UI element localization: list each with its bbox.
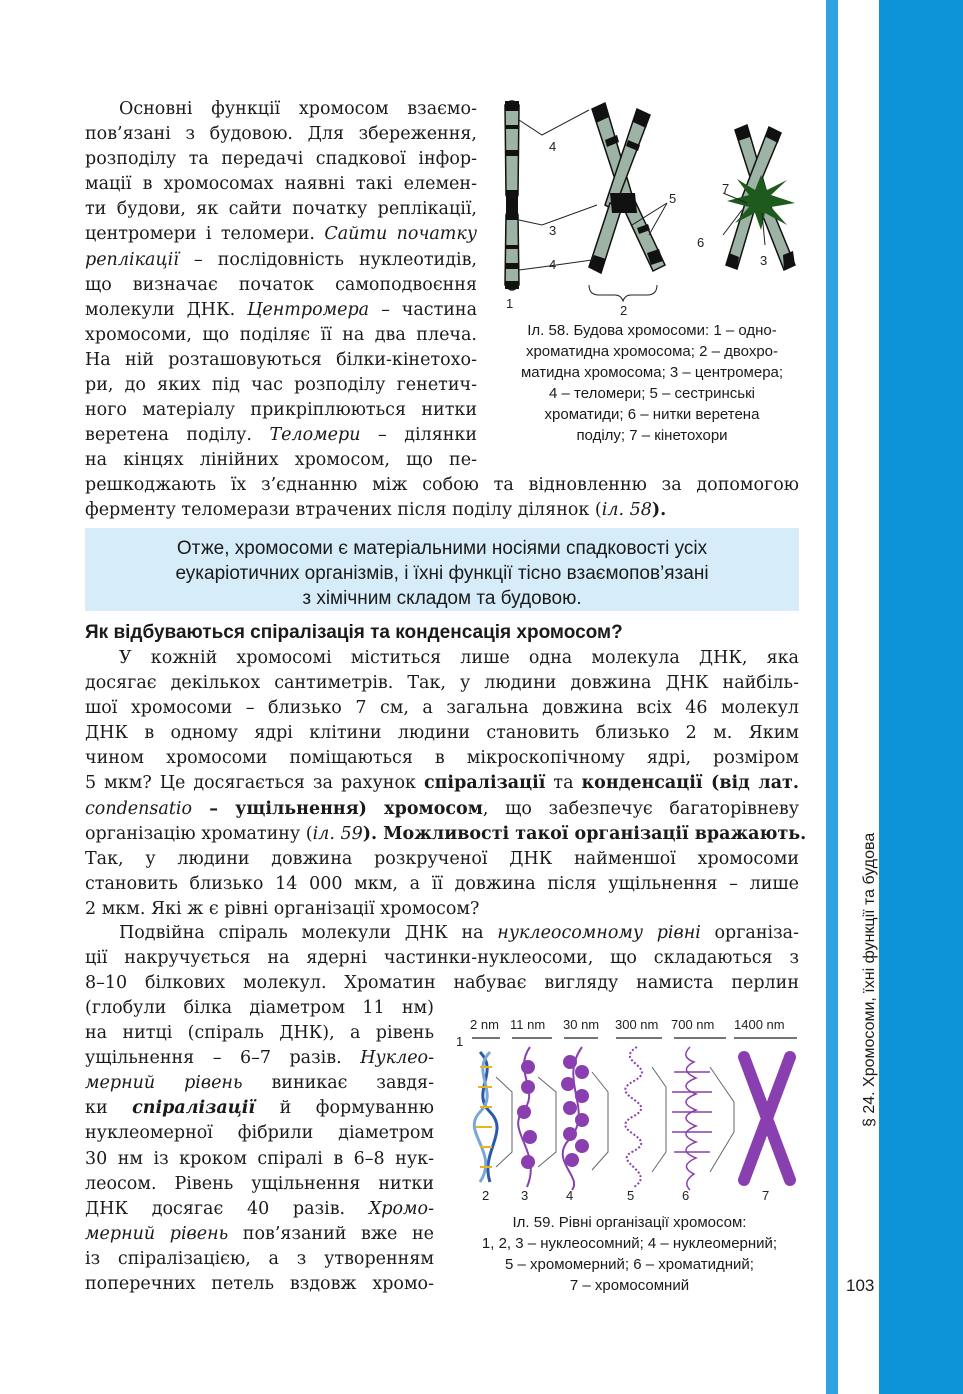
text-run: – ущільнення) bbox=[192, 798, 385, 819]
single-chromatid-chromosome bbox=[505, 101, 519, 290]
figure-reference: іл. 59 bbox=[312, 823, 363, 844]
term-chromosomes: хромосом bbox=[384, 798, 483, 819]
size-label: 30 nm bbox=[563, 1017, 600, 1032]
text-line: Основні функції хромосом взаємо- bbox=[119, 99, 477, 119]
text-line: чином хромосоми поміщаються в мікроскопічному ядрі, розміром bbox=[85, 748, 799, 769]
text-run: веретена поділу. bbox=[85, 425, 252, 446]
text-line: розподілу та передачі спадкової інфор- bbox=[85, 149, 477, 170]
chromatid-coils bbox=[672, 1047, 712, 1190]
level-number: 2 bbox=[482, 1188, 490, 1203]
text-line bbox=[85, 222, 477, 247]
paragraph-spiralization bbox=[85, 646, 807, 922]
figure-59-organization-levels bbox=[452, 1012, 807, 1207]
label-spindle-threads: 6 bbox=[697, 235, 705, 250]
text-run: та bbox=[545, 773, 582, 794]
chromosome-with-kinetochores bbox=[726, 125, 795, 270]
paragraph-nucleosome-level bbox=[85, 921, 799, 996]
text-line bbox=[85, 423, 477, 448]
text-run: , що забезпечує багаторівневу bbox=[482, 798, 799, 819]
text-line: поперечних петель вздовж хромо- bbox=[85, 1274, 434, 1295]
term-spiralization: спіралізації bbox=[132, 1098, 256, 1119]
text-line: на кінцях лінійних хромосом, що пе- bbox=[85, 450, 477, 471]
caption-line: матидна хромосома; 3 – центромера; bbox=[520, 364, 784, 381]
text-run: ущільнення – 6–7 разів. bbox=[85, 1048, 342, 1069]
text-line bbox=[85, 1046, 434, 1071]
summary-line: з хімічним складом та будовою. bbox=[302, 588, 582, 609]
dna-double-helix bbox=[474, 1052, 497, 1182]
caption-line: 7 – хромосомний bbox=[569, 1277, 690, 1294]
nucleomer-fibril bbox=[561, 1047, 589, 1190]
text-run: ). Можливості такої організації вражають. bbox=[362, 823, 807, 844]
caption-line: поділу; 7 – кінетохори bbox=[576, 427, 728, 444]
text-line: ДНК в одному ядрі клітини людини становить близько 2 м. Яким bbox=[85, 723, 799, 744]
text-line: становить близько 14 000 мкм, а її довжина після ущільнення – лише bbox=[85, 873, 799, 894]
text-line: нуклеомерної фібрили діаметром bbox=[85, 1123, 434, 1144]
text-line: 2 мкм. Які ж є рівні організації хромосом? bbox=[85, 898, 480, 919]
term-nucleosome-level: нуклеосомному рівні bbox=[497, 923, 701, 943]
text-line: мації в хромосомах наявні такі елемен- bbox=[85, 174, 477, 195]
caption-line: 5 – хромомерний; 6 – хроматидний; bbox=[505, 1256, 754, 1273]
text-run: організацію хроматину ( bbox=[85, 823, 313, 844]
text-line bbox=[85, 771, 799, 796]
label-double-chromatid: 2 bbox=[620, 303, 628, 318]
text-line: ного матеріалу прикріплюються нитки bbox=[85, 400, 477, 421]
text-run: Подвійна спіраль молекули ДНК на bbox=[119, 923, 484, 943]
caption-line: Іл. 58. Будова хромосоми: 1 – одно- bbox=[527, 322, 777, 339]
chromosome-x bbox=[744, 1057, 790, 1180]
level-number: 3 bbox=[521, 1188, 529, 1203]
summary-line: Отже, хромосоми є матеріальними носіями спадковості усіх bbox=[176, 538, 708, 559]
text-line bbox=[85, 1071, 434, 1096]
margin-stripe-light bbox=[826, 0, 838, 1394]
label-kinetochores: 7 bbox=[722, 181, 730, 196]
text-line bbox=[85, 797, 799, 822]
text-line: шої хромосоми – близько 7 см, а загальна довжина всіх 46 молекул bbox=[85, 698, 799, 719]
size-label: 300 nm bbox=[615, 1017, 659, 1032]
caption-line: хроматидна хромосома; 2 – двохро- bbox=[525, 343, 779, 360]
level-number: 6 bbox=[682, 1188, 690, 1203]
label-telomere-top: 4 bbox=[549, 139, 557, 154]
figure-59-caption bbox=[452, 1212, 807, 1296]
text-line: пов’язані з будовою. Для збереження, bbox=[85, 124, 477, 145]
text-line: хромосоми, що поділяє її на два плеча. bbox=[85, 324, 477, 345]
caption-line: 4 – теломери; 5 – сестринські bbox=[549, 385, 755, 402]
term-nucleomer-level: Нуклео- bbox=[360, 1048, 434, 1069]
paragraph-chromosome-structure-end bbox=[85, 473, 799, 523]
term-latin: condensatio bbox=[85, 798, 193, 819]
text-line: У кожній хромосомі міститься лише одна молекула ДНК, яка bbox=[119, 648, 799, 668]
level-number: 7 bbox=[762, 1188, 770, 1203]
summary-line: еукаріотичних організмів, і їхні функції тісно взаємопов’язані bbox=[175, 563, 709, 584]
text-run: ки bbox=[85, 1098, 133, 1119]
term-spiralization: спіралізації bbox=[423, 773, 546, 794]
figure-58-caption bbox=[497, 320, 807, 446]
term-chromomer-level-cont: мерний рівень bbox=[85, 1223, 229, 1244]
text-run: організа- bbox=[700, 923, 799, 943]
text-line: 30 нм із кроком спіралі в 6–8 нук- bbox=[85, 1148, 434, 1169]
level-number: 1 bbox=[456, 1034, 464, 1049]
caption-line: 1, 2, 3 – нуклеосомний; 4 – нуклеомерний; bbox=[481, 1235, 778, 1252]
text-line: що визначає початок самоподвоєння bbox=[85, 274, 477, 295]
text-run: ДНК досягає 40 разів. bbox=[85, 1198, 346, 1219]
text-line: ри, до яких під час розподілу генетич- bbox=[85, 375, 477, 396]
caption-line: хроматиди; 6 – нитки веретена bbox=[544, 406, 760, 423]
figure-58-chromosome-structure bbox=[497, 95, 807, 320]
label-single-chromatid: 1 bbox=[506, 296, 514, 311]
text-line bbox=[85, 822, 807, 847]
term-replication-sites: Сайти початку bbox=[324, 224, 477, 245]
summary-box bbox=[85, 528, 799, 611]
text-line: леосом. Рівень ущільнення нитки bbox=[85, 1173, 434, 1194]
text-line: ції накручується на ядерні частинки-нуклеосоми, що складаються з bbox=[85, 948, 799, 969]
text-line bbox=[85, 1096, 434, 1121]
text-run: й формуванню bbox=[255, 1098, 434, 1119]
text-line bbox=[85, 498, 799, 523]
label-centromere: 3 bbox=[549, 223, 557, 238]
term-nucleomer-level-cont: мерний рівень bbox=[85, 1073, 243, 1094]
text-run: пов’язаний вже не bbox=[228, 1223, 434, 1244]
section-running-title: § 24. Хромосоми, їхні функції та будова bbox=[861, 832, 878, 1127]
text-line: із спіралізацією, а з утворенням bbox=[85, 1248, 434, 1269]
term-replication-sites-cont: реплікації bbox=[85, 249, 179, 270]
text-run: (від лат. bbox=[702, 773, 799, 794]
label-centromere-right: 3 bbox=[760, 253, 768, 268]
text-line bbox=[85, 248, 477, 273]
section-heading: Як відбуваються спіралізація та конденсація хромосом? bbox=[85, 622, 623, 643]
term-condensation: конденсації bbox=[581, 773, 703, 794]
level-numbers bbox=[482, 1188, 769, 1203]
double-chromatid-chromosome bbox=[589, 103, 665, 273]
text-run: молекули ДНК. bbox=[85, 299, 236, 320]
level-number: 5 bbox=[627, 1188, 635, 1203]
caption-line: Іл. 59. Рівні організації хромосом: bbox=[512, 1214, 747, 1231]
size-label: 2 nm bbox=[470, 1017, 499, 1032]
chromomer-loops bbox=[625, 1047, 642, 1187]
size-label: 1400 nm bbox=[734, 1017, 785, 1032]
text-run: – послідовність нуклеотидів, bbox=[178, 249, 477, 270]
text-line bbox=[85, 1222, 434, 1247]
term-centromere: Центромера bbox=[247, 299, 370, 320]
text-run: ). bbox=[651, 500, 667, 521]
text-line: досягає декількох сантиметрів. Так, у людини довжина ДНК найбіль- bbox=[85, 673, 799, 694]
text-run: – частина bbox=[369, 299, 478, 320]
level-number: 4 bbox=[566, 1188, 574, 1203]
size-label: 11 nm bbox=[510, 1017, 546, 1032]
size-labels bbox=[470, 1017, 785, 1032]
text-line bbox=[85, 921, 799, 946]
page-number: 103 bbox=[846, 1276, 875, 1295]
text-line: решкоджають їх з’єднанню між собою та відновленню за допомогою bbox=[85, 475, 799, 495]
text-run: виникає завдя- bbox=[242, 1073, 434, 1094]
term-telomeres: Теломери bbox=[269, 425, 361, 446]
text-line: На ній розташовуються білки-кінетохо- bbox=[85, 349, 477, 370]
text-line: (глобули білка діаметром 11 нм) bbox=[85, 998, 434, 1018]
nucleosome-beads bbox=[517, 1047, 537, 1187]
text-run: 5 мкм? Це досягається за рахунок bbox=[85, 773, 416, 794]
size-label: 700 nm bbox=[671, 1017, 715, 1032]
text-line bbox=[85, 298, 477, 323]
text-line: Так, у людини довжина розкрученої ДНК найменшої хромосоми bbox=[85, 848, 799, 869]
text-line: ти будови, як сайти початку реплікації, bbox=[85, 199, 477, 220]
text-line bbox=[85, 1197, 434, 1222]
paragraph-chromosome-structure bbox=[85, 97, 477, 473]
paragraph-nucleosome-level-cont bbox=[85, 996, 434, 1297]
term-chromomer-level: Хромо- bbox=[368, 1198, 434, 1219]
margin-stripe bbox=[879, 0, 963, 1394]
figure-reference: іл. 58 bbox=[601, 500, 652, 521]
text-run: – ділянки bbox=[360, 425, 477, 446]
text-line: 8–10 білкових молекул. Хроматин набуває вигляду намиста перлин bbox=[85, 973, 799, 994]
text-run: ферменту теломерази втрачених після поділу ділянок ( bbox=[85, 500, 602, 521]
label-sister-chromatids: 5 bbox=[669, 191, 677, 206]
label-telomere-bottom: 4 bbox=[549, 257, 557, 272]
text-line: на нитці (спіраль ДНК), а рівень bbox=[85, 1023, 434, 1044]
text-run: центромери і теломери. bbox=[85, 224, 315, 245]
